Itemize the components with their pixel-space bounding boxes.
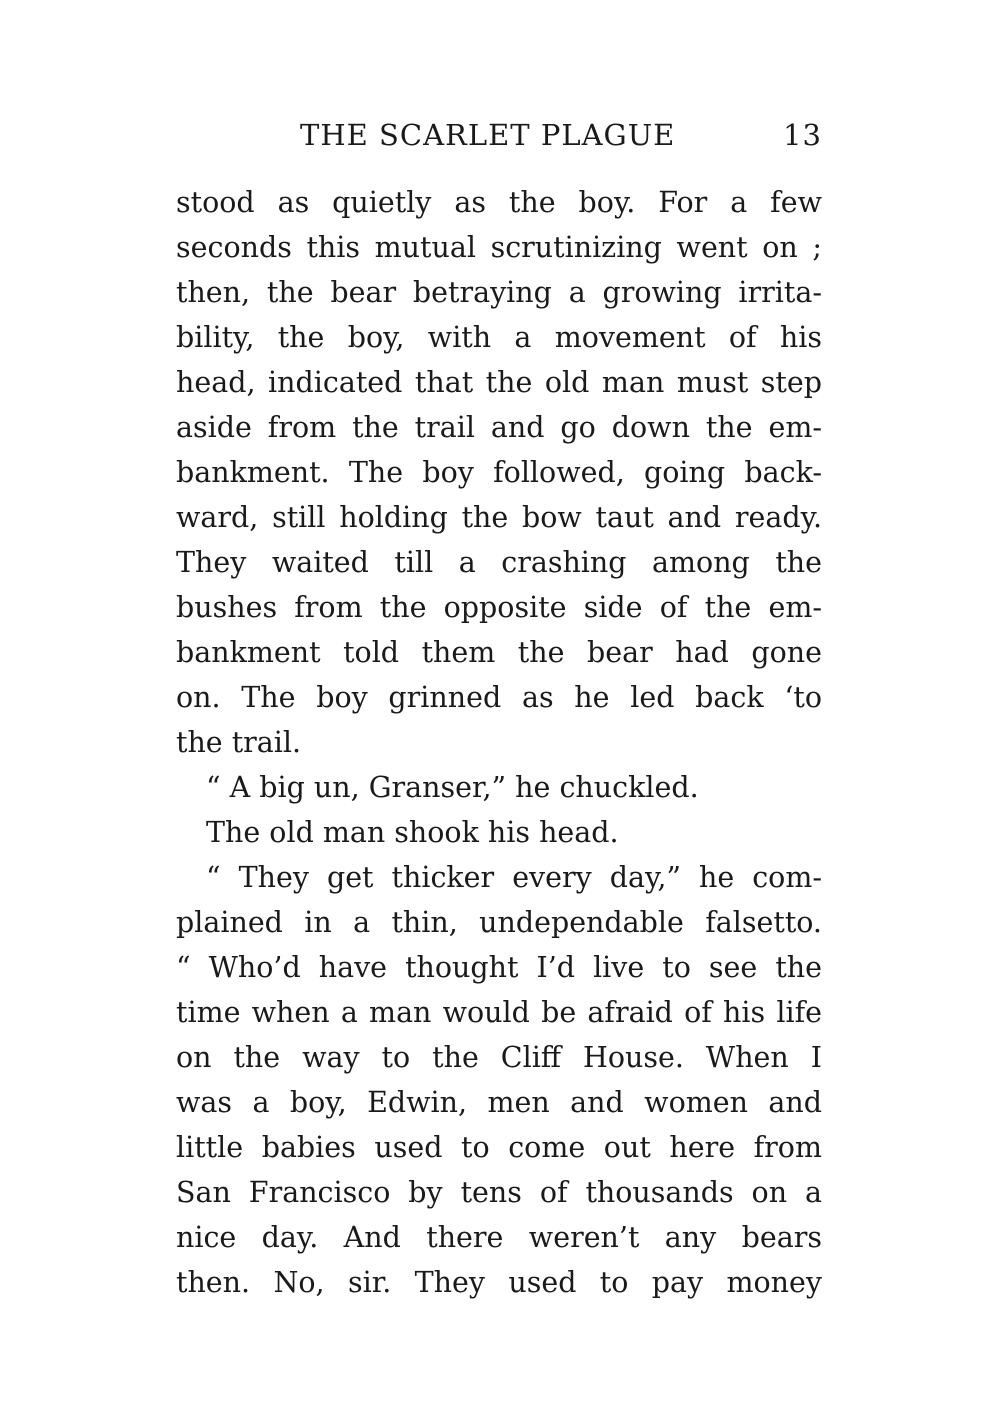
text-line: nice day. And there weren’t any bears <box>176 1221 822 1254</box>
text-line: then, the bear betraying a growing irrita- <box>176 276 822 309</box>
text-line: on. The boy grinned as he led back ‘to <box>176 681 822 714</box>
text-line: “ Who’d have thought I’d live to see the <box>176 951 822 984</box>
text-line: the trail. <box>176 726 302 759</box>
text-line: “ A big un, Granser,” he chuckled. <box>206 771 699 804</box>
text-line: bility, the boy, with a movement of his <box>176 321 822 354</box>
text-line: ward, still holding the bow taut and ready. <box>176 501 822 534</box>
text-line: on the way to the Cliff House. When I <box>176 1041 822 1074</box>
text-line: bankment told them the bear had gone <box>176 636 822 669</box>
text-line: San Francisco by tens of thousands on a <box>176 1176 822 1209</box>
text-line: head, indicated that the old man must step <box>176 366 822 399</box>
running-header <box>176 118 822 158</box>
text-line: plained in a thin, undependable falsetto. <box>176 906 822 939</box>
text-line: stood as quietly as the boy. For a few <box>176 186 822 219</box>
text-line: bushes from the opposite side of the em- <box>176 591 822 624</box>
text-line: then. No, sir. They used to pay money <box>176 1266 822 1299</box>
text-line: The old man shook his head. <box>206 816 619 849</box>
text-line: bankment. The boy followed, going back- <box>176 456 822 489</box>
text-line: “ They get thicker every day,” he com- <box>206 861 822 894</box>
running-title: THE SCARLET PLAGUE <box>300 118 676 152</box>
text-line: time when a man would be afraid of his life <box>176 996 822 1029</box>
page-number: 13 <box>783 118 822 152</box>
text-line: They waited till a crashing among the <box>176 546 822 579</box>
text-line: was a boy, Edwin, men and women and <box>176 1086 822 1119</box>
text-line: seconds this mutual scrutinizing went on ; <box>176 231 822 264</box>
body-text <box>176 180 822 1305</box>
text-line: aside from the trail and go down the em- <box>176 411 822 444</box>
text-line: little babies used to come out here from <box>176 1131 822 1164</box>
